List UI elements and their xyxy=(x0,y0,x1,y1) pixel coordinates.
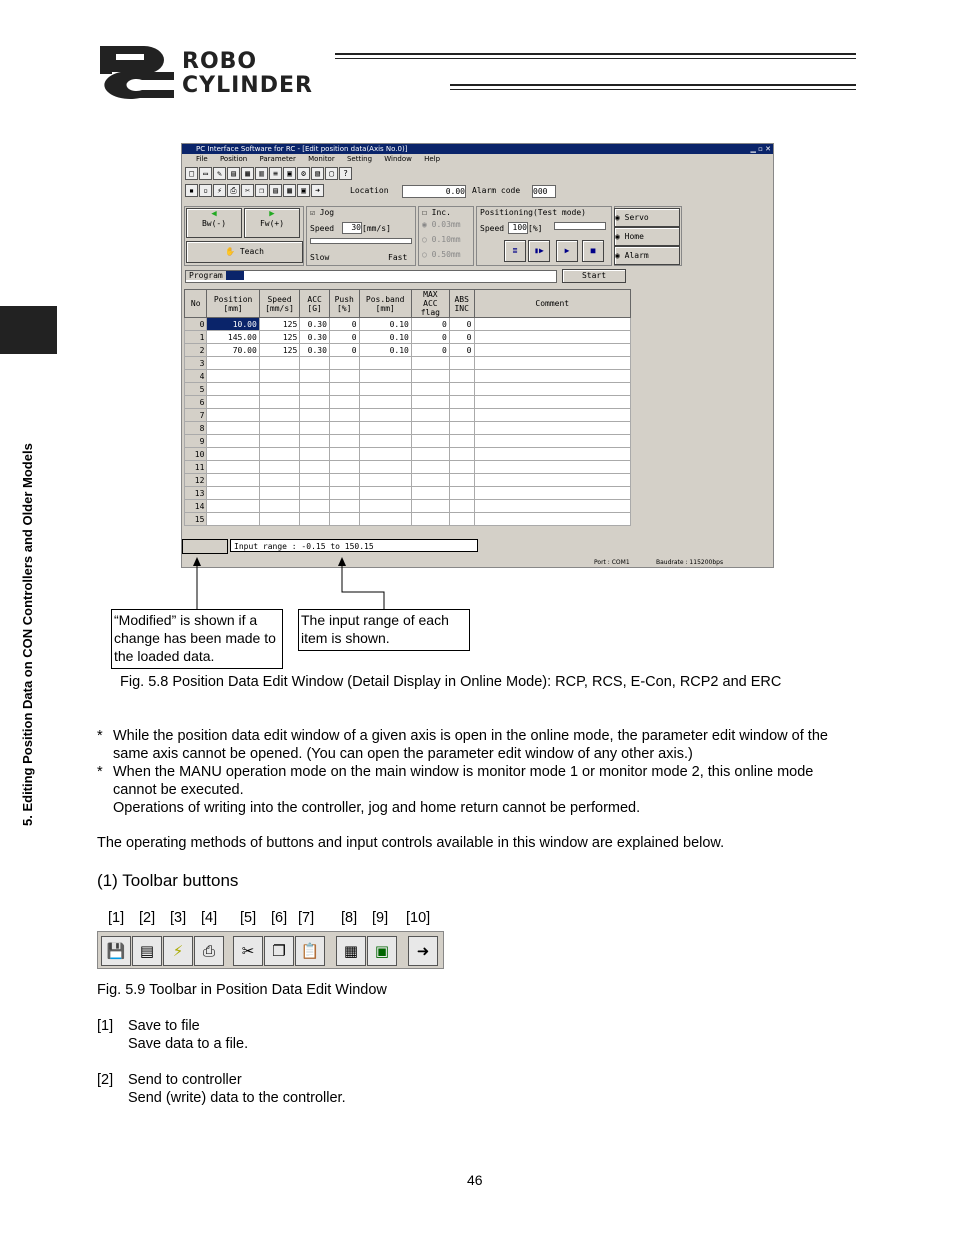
home-label: Home xyxy=(624,232,644,241)
monitor-tiny-icon[interactable]: ▣ xyxy=(297,184,310,197)
cut-small-icon[interactable]: ✂ xyxy=(241,184,254,197)
speed-label: Speed xyxy=(310,224,335,233)
table-cell[interactable]: 125 xyxy=(259,331,300,344)
intro-text: The operating methods of buttons and input controls available in this window are explained below. xyxy=(97,835,725,851)
table-cell[interactable]: 125 xyxy=(259,318,300,331)
inc-option-2-label: 0.10mm xyxy=(431,235,461,244)
copy-icon[interactable]: ❐ xyxy=(264,936,294,966)
start-button[interactable]: Start xyxy=(562,269,626,283)
position-edit-toolbar xyxy=(97,931,444,969)
table-cell[interactable]: 70.00 xyxy=(207,344,259,357)
table-cell[interactable]: 0 xyxy=(449,344,474,357)
row-number-cell: 6 xyxy=(185,396,207,409)
cut-icon[interactable]: ✂ xyxy=(233,936,263,966)
chart-icon[interactable]: ▧ xyxy=(311,167,324,180)
table-icon[interactable]: ▦ xyxy=(336,936,366,966)
servo-led-icon: ◉ xyxy=(615,213,620,222)
tb-label-4: [4] xyxy=(201,910,218,926)
step-icon[interactable]: ≣ xyxy=(504,240,526,262)
open-icon[interactable]: ▭ xyxy=(199,167,212,180)
alarm-code-label: Alarm code xyxy=(472,186,521,195)
tb-label-2: [2] xyxy=(139,910,156,926)
table-header-cell: ABS INC xyxy=(449,290,474,318)
positioning-label: Positioning(Test mode) xyxy=(480,208,586,217)
row-number-cell: 3 xyxy=(185,357,207,370)
note1: While the position data edit window of a given axis is open in the online mode, the parameter edit window of the same axis cannot be opened. (You can open the parameter edit window of any other axis.) xyxy=(113,728,828,762)
row-number-cell: 8 xyxy=(185,422,207,435)
paste-icon[interactable]: 📋 xyxy=(295,936,325,966)
inc-checkbox[interactable]: ☐ Inc. xyxy=(422,208,451,217)
note1-star: * xyxy=(97,728,103,744)
page-number: 46 xyxy=(467,1172,483,1188)
table-header-cell: No xyxy=(185,290,207,318)
exit-icon[interactable]: ➜ xyxy=(408,936,438,966)
arrow-input-range-head xyxy=(338,557,346,566)
program-label: Program xyxy=(186,271,226,280)
help-icon[interactable]: ? xyxy=(339,167,352,180)
play-icon[interactable]: ▶ xyxy=(556,240,578,262)
tb-label-3: [3] xyxy=(170,910,187,926)
table-small-icon[interactable]: ▦ xyxy=(283,184,296,197)
row-number-cell: 7 xyxy=(185,409,207,422)
inc-label: Inc. xyxy=(431,208,451,217)
menu-window[interactable]: Window xyxy=(384,155,412,163)
pos-speed-unit: [%] xyxy=(528,224,543,233)
item2-num: [2] xyxy=(97,1072,114,1088)
table-cell[interactable]: 0 xyxy=(449,331,474,344)
pos-speed-label: Speed xyxy=(480,224,505,233)
row-number-cell: 15 xyxy=(185,513,207,526)
baudrate-status: Baudrate : 115200bps xyxy=(656,559,724,566)
new-icon[interactable]: □ xyxy=(185,167,198,180)
jog-label: Jog xyxy=(319,208,335,217)
table-cell[interactable]: 0.10 xyxy=(359,331,411,344)
inc-option-1[interactable]: ◉ 0.03mm xyxy=(422,220,461,229)
table-header-cell: MAX ACC flag xyxy=(411,290,449,318)
table-header-cell: Speed [mm/s] xyxy=(259,290,300,318)
table-header-cell: Comment xyxy=(474,290,631,318)
param-icon[interactable]: ▦ xyxy=(241,167,254,180)
slow-label: Slow xyxy=(310,253,330,262)
tool-icon[interactable]: ⚙ xyxy=(297,167,310,180)
row-number-cell: 4 xyxy=(185,370,207,383)
fig59-caption: Fig. 5.9 Toolbar in Position Data Edit Window xyxy=(97,982,387,998)
table-header-cell: Pos.band [mm] xyxy=(359,290,411,318)
table-cell[interactable]: 0 xyxy=(329,318,359,331)
note2-star: * xyxy=(97,764,103,780)
tb-label-5: [5] xyxy=(240,910,257,926)
menu-monitor[interactable]: Monitor xyxy=(308,155,335,163)
inc-option-3[interactable]: ○ 0.50mm xyxy=(422,250,461,259)
menu-position[interactable]: Position xyxy=(219,155,248,163)
input-range-status: Input range : -0.15 to 150.15 xyxy=(230,539,478,552)
fast-label: Fast xyxy=(388,253,408,262)
stop-icon[interactable]: ■ xyxy=(582,240,604,262)
table-header-cell: ACC [G] xyxy=(300,290,330,318)
connect-small-icon[interactable]: ⚡ xyxy=(213,184,226,197)
item1-desc: Save data to a file. xyxy=(128,1036,249,1052)
connect-icon[interactable]: ⚡ xyxy=(163,936,193,966)
arrow-input-range xyxy=(342,562,384,609)
table-cell[interactable]: 0 xyxy=(449,318,474,331)
logo-line1: ROBO xyxy=(182,49,258,74)
inc-option-1-label: 0.03mm xyxy=(431,220,461,229)
window-icon[interactable]: ▢ xyxy=(325,167,338,180)
menu-file[interactable]: File xyxy=(196,155,208,163)
table-cell[interactable]: 145.00 xyxy=(207,331,259,344)
send-small-icon[interactable]: ▫ xyxy=(199,184,212,197)
alarm-led-icon: ◉ xyxy=(615,251,620,260)
note2: When the MANU operation mode on the main window is monitor mode 1 or monitor mode 2, this online mode cannot be executed. xyxy=(113,764,814,798)
menu-setting[interactable]: Setting xyxy=(346,155,373,163)
callout-input-range: The input range of each item is shown. xyxy=(298,609,470,651)
tb-label-9: [9] xyxy=(372,910,389,926)
arrow-right-icon: ▶ xyxy=(269,209,275,219)
arrow-left-icon: ◀ xyxy=(211,209,217,219)
bw-label: Bw(-) xyxy=(201,219,227,228)
grid-icon[interactable]: ▥ xyxy=(255,167,268,180)
item1-num: [1] xyxy=(97,1018,114,1034)
home-led-icon: ◉ xyxy=(615,232,620,241)
table-cell[interactable]: 0 xyxy=(411,318,449,331)
table-cell[interactable]: 0 xyxy=(411,331,449,344)
row-number-cell: 1 xyxy=(185,331,207,344)
note2b: Operations of writing into the controller, jog and home return cannot be performed. xyxy=(113,800,641,816)
table-cell[interactable]: 10.00 xyxy=(207,318,259,331)
row-number-cell: 11 xyxy=(185,461,207,474)
table-cell[interactable]: 0.10 xyxy=(359,318,411,331)
alarm-code-field: 000 xyxy=(532,185,556,198)
item1-title: Save to file xyxy=(128,1018,200,1034)
tb-label-1: [1] xyxy=(108,910,125,926)
tb-label-6: [6] xyxy=(271,910,288,926)
callout-modified: “Modified” is shown if a change has been made to the loaded data. xyxy=(111,609,283,669)
menu-help[interactable]: Help xyxy=(424,155,441,163)
arrow-modified-head xyxy=(193,557,201,566)
side-tab-text: 5. Editing Position Data on CON Controllers and Older Models xyxy=(20,443,35,826)
table-cell[interactable]: 0.30 xyxy=(300,331,330,344)
table-header-cell: Position [mm] xyxy=(207,290,259,318)
item2-desc: Send (write) data to the controller. xyxy=(128,1090,346,1106)
jog-checkbox[interactable]: ☑ Jog xyxy=(310,208,335,217)
row-number-cell: 10 xyxy=(185,448,207,461)
inc-option-3-label: 0.50mm xyxy=(431,250,461,259)
position-icon[interactable]: ▤ xyxy=(227,167,240,180)
printer-icon[interactable]: ⎙ xyxy=(194,936,224,966)
floppy-disk-icon[interactable]: 💾 xyxy=(101,936,131,966)
row-number-cell: 13 xyxy=(185,487,207,500)
row-number-cell: 0 xyxy=(185,318,207,331)
copy-small-icon[interactable]: ❐ xyxy=(255,184,268,197)
section-title: (1) Toolbar buttons xyxy=(97,871,239,890)
table-cell[interactable]: 125 xyxy=(259,344,300,357)
port-status: Port : COM1 xyxy=(594,559,630,566)
teach-label: Teach xyxy=(239,247,264,256)
tb-label-7: [7] xyxy=(298,910,315,926)
row-number-cell: 5 xyxy=(185,383,207,396)
row-number-cell: 12 xyxy=(185,474,207,487)
table-cell[interactable]: 0.30 xyxy=(300,344,330,357)
edit-icon[interactable]: ✎ xyxy=(213,167,226,180)
teach-icon: ✋ xyxy=(225,247,236,256)
alarm-btn-label: Alarm xyxy=(624,251,649,260)
table-cell[interactable]: 0 xyxy=(329,344,359,357)
pos-speed-field[interactable]: 100 xyxy=(508,222,528,234)
location-field: 0.00 xyxy=(402,185,466,198)
row-number-cell: 2 xyxy=(185,344,207,357)
inc-option-2[interactable]: ○ 0.10mm xyxy=(422,235,461,244)
paste-small-icon[interactable]: ▤ xyxy=(269,184,282,197)
window-controls[interactable]: ▁ ▫ ✕ xyxy=(750,145,771,153)
monitor-small-icon[interactable]: ▣ xyxy=(283,167,296,180)
list-icon[interactable]: ≡ xyxy=(269,167,282,180)
window-title: PC Interface Software for RC - [Edit position data(Axis No.0)] xyxy=(196,145,408,153)
print-small-icon[interactable]: ⎙ xyxy=(227,184,240,197)
fw-label: Fw(+) xyxy=(259,219,285,228)
table-cell[interactable]: 0.30 xyxy=(300,318,330,331)
speed-field[interactable]: 30 xyxy=(342,222,362,234)
table-header-cell: Push [%] xyxy=(329,290,359,318)
location-label: Location xyxy=(350,186,389,195)
servo-label: Servo xyxy=(624,213,649,222)
tb-label-8: [8] xyxy=(341,910,358,926)
row-number-cell: 9 xyxy=(185,435,207,448)
send-icon[interactable]: ▤ xyxy=(132,936,162,966)
logo-line2: CYLINDER xyxy=(182,73,313,98)
item2-title: Send to controller xyxy=(128,1072,242,1088)
menu-parameter[interactable]: Parameter xyxy=(259,155,296,163)
save-small-icon[interactable]: ▪ xyxy=(185,184,198,197)
table-cell[interactable]: 0 xyxy=(329,331,359,344)
tb-label-10: [10] xyxy=(406,910,431,926)
exit-small-icon[interactable]: ➜ xyxy=(311,184,324,197)
table-cell[interactable]: 0 xyxy=(411,344,449,357)
monitor-icon[interactable]: ▣ xyxy=(367,936,397,966)
table-cell[interactable]: 0.10 xyxy=(359,344,411,357)
step-forward-icon[interactable]: ▮▶ xyxy=(528,240,550,262)
fig58-caption: Fig. 5.8 Position Data Edit Window (Detail Display in Online Mode): RCP, RCS, E-Con, RCP2 and ERC xyxy=(120,674,782,690)
speed-unit: [mm/s] xyxy=(362,224,391,233)
row-number-cell: 14 xyxy=(185,500,207,513)
